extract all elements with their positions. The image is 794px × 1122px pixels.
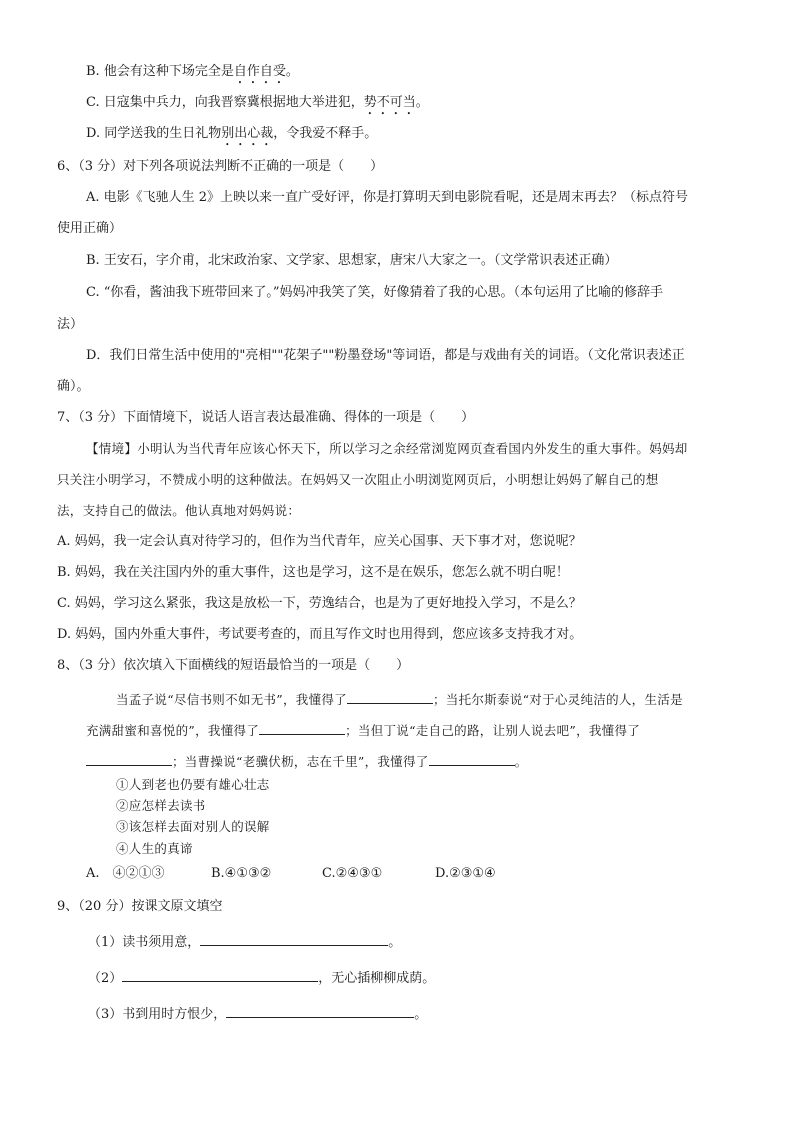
q8-blank-3[interactable] <box>86 752 172 766</box>
q6-option-c-line2: 法） <box>57 317 84 332</box>
q8-item-4: ④人生的真谛 <box>116 841 193 856</box>
q5-option-c-emphasis: 势不可当 <box>363 95 416 110</box>
q9-fill-1 <box>88 932 401 952</box>
q9-stem: 9、（20 分）按课文原文填空 <box>57 899 223 914</box>
q8-item-2: ②应怎样去读书 <box>116 798 206 813</box>
q9-blank-3[interactable] <box>226 1004 414 1018</box>
q5-option-b-end: 。 <box>285 64 299 79</box>
q6-option-b: B. 王安石，字介甫，北宋政治家、文学家、思想家，唐宋八大家之一。（文学常识表述正确） <box>86 253 618 268</box>
q9-fill-1-text: （1）读书须用意， <box>88 935 201 950</box>
q9-fill-2-text: （2） <box>88 971 123 986</box>
q5-option-d-emphasis: 别出心裁 <box>221 126 274 141</box>
q9-fill-3-end: 。 <box>414 1007 428 1022</box>
q9-fill-2-end: ，无心插柳柳成荫。 <box>318 971 436 986</box>
q7-option-d: D. 妈妈，国内外重大事件，考试要考查的，而且写作文时也用得到，您应该多支持我才对。 <box>57 627 583 642</box>
q8-passage-1b: ；当托尔斯泰说“对于心灵纯洁的人，生活是 <box>432 692 683 707</box>
q5-option-d <box>86 125 377 149</box>
q5-option-c <box>86 94 429 118</box>
q8-option-d: D.②③①④ <box>435 866 496 881</box>
q9-fill-2 <box>88 968 435 988</box>
q7-stem: 7、（3 分）下面情境下，说话人语言表达最准确、得体的一项是（ ） <box>57 410 475 425</box>
q8-passage-line3 <box>86 752 527 771</box>
q8-passage-3a: ；当曹操说“老骥伏枥，志在千里”，我懂得了 <box>172 754 429 769</box>
q8-item-3: ③该怎样去面对别人的误解 <box>116 819 270 834</box>
q9-blank-2[interactable] <box>122 968 318 982</box>
q9-fill-1-end: 。 <box>388 935 402 950</box>
q6-stem: 6、（3 分）对下列各项说法判断不正确的一项是（ ） <box>57 159 384 174</box>
q5-option-c-text: C. 日寇集中兵力，向我晋察冀根据地大举进犯， <box>86 95 364 110</box>
q7-option-b: B. 妈妈，我在关注国内外的重大事件，这也是学习，这不是在娱乐，您怎么就不明白呢！ <box>57 565 569 580</box>
q8-passage-2b: ；当但丁说“走自己的路，让别人说去吧”，我懂得了 <box>345 723 641 738</box>
q5-option-b <box>86 63 299 87</box>
q8-blank-1[interactable] <box>347 690 433 704</box>
q7-scenario-line1: 【情境】小明认为当代青年应该心怀天下，所以学习之余经常浏览网页查看国内外发生的重大事件。妈妈却 <box>86 441 688 456</box>
q9-fill-3-text: （3）书到用时方恨少， <box>88 1007 227 1022</box>
q7-scenario-line3: 法，支持自己的做法。他认真地对妈妈说： <box>57 503 301 518</box>
q7-option-a: A. 妈妈，我一定会认真对待学习的，但作为当代青年，应关心国事、天下事才对，您说呢？ <box>57 534 582 549</box>
q8-option-a: A. ④②①③ <box>86 866 165 881</box>
q6-option-a-line2: 使用正确） <box>57 221 123 236</box>
q8-option-c: C.②④③① <box>322 866 383 881</box>
q6-option-d-line1: D．我们日常生活中使用的"亮相""花架子""粉墨登场"等词语，都是与戏曲有关的词语。（文化常识表述正 <box>86 348 685 363</box>
q5-option-b-emphasis: 自作自受 <box>233 64 286 79</box>
q8-stem: 8、（3 分）依次填入下面横线的短语最恰当的一项是（ ） <box>57 658 410 673</box>
q9-fill-3 <box>88 1004 427 1024</box>
q5-option-d-text: D. 同学送我的生日礼物 <box>86 126 222 141</box>
q8-blank-4[interactable] <box>429 752 515 766</box>
q8-passage-3b: 。 <box>514 754 528 769</box>
q8-passage-line1 <box>116 690 683 709</box>
q8-passage-2a: 充满甜蜜和喜悦的”，我懂得了 <box>86 723 260 738</box>
q8-option-b: B.④①③② <box>211 866 272 881</box>
q6-option-c-line1: C. “你看，酱油我下班带回来了。”妈妈冲我笑了笑，好像猜着了我的心思。（本句运用了比喻的修辞手 <box>86 285 664 300</box>
q9-blank-1[interactable] <box>200 932 388 946</box>
q5-option-c-end: 。 <box>415 95 429 110</box>
q8-blank-2[interactable] <box>259 721 345 735</box>
q8-passage-1a: 当孟子说“尽信书则不如无书”，我懂得了 <box>116 692 347 707</box>
q5-option-b-text: B. 他会有这种下场完全是 <box>86 64 234 79</box>
q7-scenario-line2: 只关注小明学习，不赞成小明的这种做法。在妈妈又一次阻止小明浏览网页后，小明想让妈妈了解自己的想 <box>57 472 659 487</box>
q7-option-c: C. 妈妈，学习这么紧张，我这是放松一下，劳逸结合，也是为了更好地投入学习，不是么？ <box>57 596 582 611</box>
q8-item-1: ①人到老也仍要有雄心壮志 <box>116 777 270 792</box>
q8-passage-line2 <box>86 721 640 740</box>
q6-option-a-line1: A. 电影《飞驰人生 2》上映以来一直广受好评，你是打算明天到电影院看呢，还是周末再去？（标点符号 <box>86 190 689 205</box>
q6-option-d-line2: 确）。 <box>57 379 90 394</box>
q5-option-d-end: ，令我爱不释手。 <box>273 126 378 141</box>
